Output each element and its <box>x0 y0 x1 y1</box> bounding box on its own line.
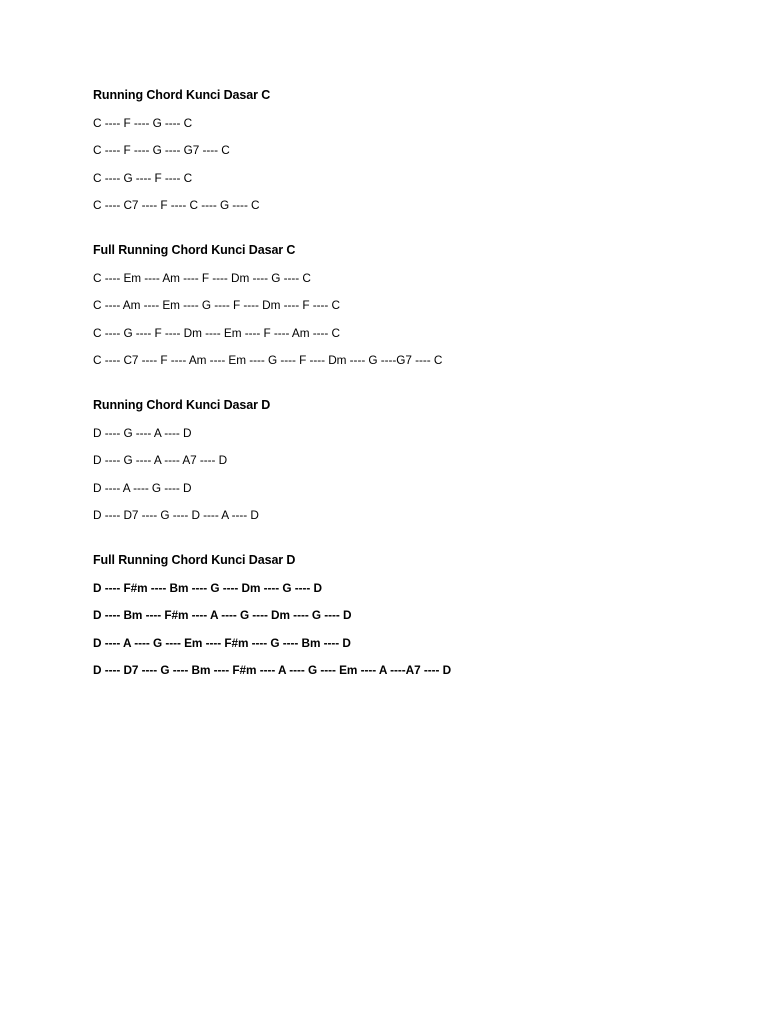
chord-progression-line: C ---- Em ---- Am ---- F ---- Dm ---- G ---- C <box>93 270 311 285</box>
document-page <box>93 86 733 706</box>
chord-progression-line: C ---- Am ---- Em ---- G ---- F ---- Dm ---- F ---- C <box>93 298 340 312</box>
section-heading: Full Running Chord Kunci Dasar C <box>93 243 296 257</box>
chord-progression-line: C ---- G ---- F ---- Dm ---- Em ---- F ---- Am ---- C <box>93 325 340 340</box>
section-heading: Full Running Chord Kunci Dasar D <box>93 553 296 567</box>
chord-progression-line: D ---- A ---- G ---- D <box>93 480 192 495</box>
chord-progression-line: D ---- A ---- G ---- Em ---- F#m ---- G ---- Bm ---- D <box>93 635 351 650</box>
section-full-running-chord-d <box>93 551 733 679</box>
section-heading: Running Chord Kunci Dasar C <box>93 88 271 102</box>
section-heading: Running Chord Kunci Dasar D <box>93 398 271 412</box>
chord-progression-line: D ---- F#m ---- Bm ---- G ---- Dm ---- G ---- D <box>93 580 322 595</box>
chord-progression-line: C ---- F ---- G ---- G7 ---- C <box>93 143 230 157</box>
chord-progression-line: D ---- G ---- A ---- A7 ---- D <box>93 453 228 467</box>
chord-progression-line: C ---- G ---- F ---- C <box>93 170 193 185</box>
chord-progression-line: D ---- G ---- A ---- D <box>93 425 192 440</box>
chord-progression-line: D ---- D7 ---- G ---- D ---- A ---- D <box>93 508 259 522</box>
section-running-chord-c <box>93 86 733 214</box>
chord-progression-line: C ---- F ---- G ---- C <box>93 115 193 130</box>
chord-progression-line: D ---- D7 ---- G ---- Bm ---- F#m ---- A ---- G ---- Em ---- A ----A7 ---- D <box>93 663 452 677</box>
chord-progression-line: D ---- Bm ---- F#m ---- A ---- G ---- Dm ---- G ---- D <box>93 608 352 622</box>
chord-progression-line: C ---- C7 ---- F ---- Am ---- Em ---- G ---- F ---- Dm ---- G ----G7 ---- C <box>93 353 443 367</box>
chord-progression-line: C ---- C7 ---- F ---- C ---- G ---- C <box>93 198 260 212</box>
section-full-running-chord-c <box>93 241 733 369</box>
section-running-chord-d <box>93 396 733 524</box>
